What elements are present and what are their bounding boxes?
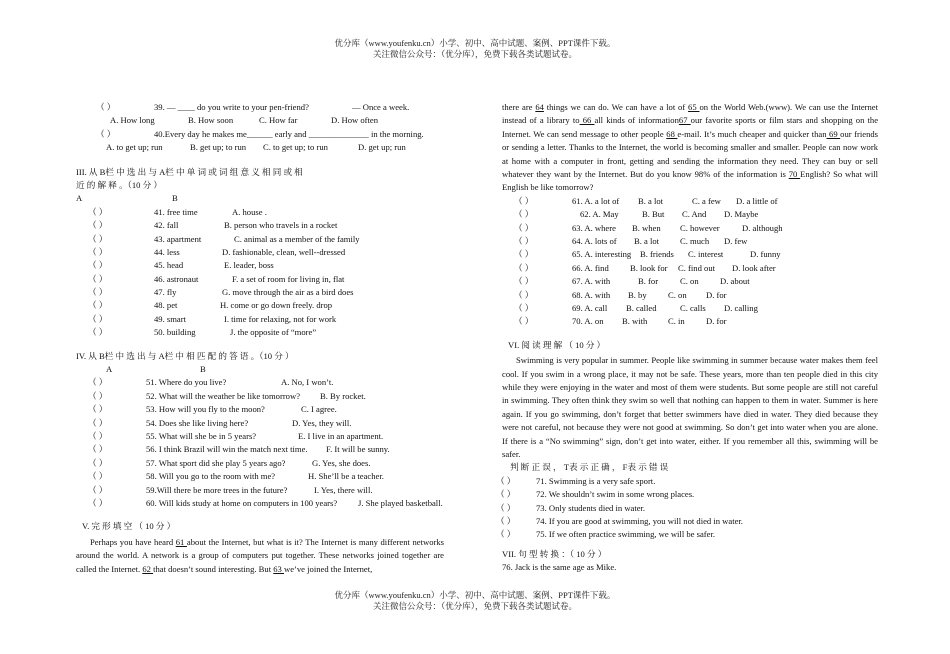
- choice-row: （ ） 63. A. where B. when C. however D. although: [514, 222, 783, 233]
- match-row: （ ） 58. Will you go to the room with me? H. She’ll be a teacher.: [88, 471, 384, 482]
- option: A. How long: [110, 115, 155, 126]
- section-3-col-headers: [76, 192, 444, 205]
- blank-64: 64: [535, 102, 544, 112]
- cloze-passage: Perhaps you have heard 61 about the Internet, but what is it? The Internet is many different networks around the world. A network is a group of computers put together. These networks joined together are called the Internet. 62 that doesn’t sound interesting. But 63 we’ve joined the Internet,: [76, 536, 445, 574]
- section-5-title: V. 完 形 填 空 （ 10 分 ）: [82, 521, 176, 532]
- cloze-passage-cont: there are 64 things we can do. We can have a lot of 65 on the World Web.(www). We can use the Internet instead of a library to 66 all kinds of information67 our favorite sports or film stars and shopping on the Internet. We can send message to other people 68 e-mail. It’s much cheaper and quicker than 69 our friends or sending a letter. Thanks to the Internet, the world is becoming smaller and smaller. People can now work at home with a computer in front, getting and sending the information they need. They can buy or sell whatever they want by the Internet. But do you know 98% of the information is 70 English? So what will English be like tomorrow?: [502, 102, 879, 193]
- true-false-instruction: 判 断 正 误 ， T表 示 正 确 ， F表 示 错 误: [510, 462, 669, 473]
- match-row: （ ） 54. Does she like living here? D. Yes, they will.: [88, 417, 352, 428]
- match-row: （ ） 44. less D. fashionable, clean, well--dressed: [88, 246, 346, 257]
- match-row: （ ） 41. free time A. house .: [88, 206, 267, 217]
- blank-61: 61: [175, 536, 187, 547]
- section-3-title-cont: 近 的 解 释 。（10 分 ）: [76, 179, 162, 190]
- option: B. How soon: [188, 115, 234, 126]
- choice-row: （ ） 68. A. with B. by C. on D. for: [514, 289, 727, 300]
- question-stem: 39. — ____ do you write to your pen-friend?: [154, 102, 309, 112]
- question-40: [76, 128, 444, 141]
- match-row: （ ） 57. What sport did she play 5 years ago? G. Yes, she does.: [88, 457, 371, 468]
- section-3-title: III. 从 B栏 中 选 出 与 A栏 中 单 词 或 词 组 意 义 相 同 或 相: [76, 166, 303, 177]
- option: C. How far: [259, 115, 298, 126]
- true-false-list: [496, 475, 878, 542]
- right-column: [496, 101, 879, 575]
- choice-row: （ ） 62. A. May B. But C. And D. Maybe: [514, 209, 759, 220]
- question-39: [76, 101, 444, 114]
- header-line-2: 关注微信公众号：（优分库），免费下载各类试题试卷。: [372, 49, 577, 59]
- match-row: （ ） 55. What will she be in 5 years? E. I live in an apartment.: [88, 430, 384, 441]
- tf-row: （ ） 73. Only students died in water.: [496, 502, 646, 513]
- match-row: （ ） 45. head E. leader, boss: [88, 260, 274, 271]
- question-stem: 40.Every day he makes me______ early and ______________ in the morning.: [154, 128, 424, 139]
- match-row: （ ） 49. smart I. time for relaxing, not for work: [88, 313, 337, 324]
- option: D. How often: [331, 115, 379, 126]
- choice-row: （ ） 67. A. with B. for C. on D. about: [514, 276, 750, 287]
- column-a-label: A: [76, 193, 83, 204]
- section-4-title: IV. 从 B栏 中 选 出 与 A栏 中 相 匹 配 的 答 语 。（10 分 ）: [76, 350, 294, 361]
- match-row: （ ） 52. What will the weather be like tomorrow? B. By rocket.: [88, 390, 366, 401]
- section-6-title: VI. 阅 读 理 解 （ 10 分 ）: [508, 339, 606, 350]
- left-column: [76, 101, 444, 576]
- match-row: （ ） 43. apartment C. animal as a member of the family: [88, 233, 360, 244]
- column-b-label: B: [172, 193, 178, 204]
- blank-65: 65: [688, 102, 700, 112]
- section-4-list: [76, 376, 444, 510]
- question-76: 76. Jack is the same age as Mike.: [502, 562, 617, 573]
- section-7-title: VII. 句 型 转 换 ：（ 10 分 ）: [502, 548, 607, 559]
- question-40-options: [76, 141, 444, 154]
- match-row: （ ） 46. astronaut F. a set of room for living in, flat: [88, 273, 345, 284]
- footer-line-1: 优分库（www.youfenku.cn）小学、初中、高中试题、案例、PPT课件下载。: [334, 590, 616, 600]
- cloze-choices: [502, 195, 878, 329]
- header-line-1: 优分库（www.youfenku.cn）小学、初中、高中试题、案例、PPT课件下载。: [334, 38, 616, 48]
- option: B. get up; to run: [190, 142, 247, 153]
- footer-line-2: 关注微信公众号：（优分库），免费下载各类试题试卷。: [372, 601, 577, 611]
- blank-66: 66: [579, 115, 595, 126]
- question-39-options: [76, 114, 444, 127]
- match-row: （ ） 47. fly G. move through the air as a bird does: [88, 287, 354, 298]
- page-header: [0, 38, 950, 60]
- choice-row: （ ） 66. A. find B. look for C. find out D. look after: [514, 262, 776, 273]
- match-row: （ ） 48. pet H. come or go down freely. drop: [88, 300, 333, 311]
- match-row: （ ） 60. Will kids study at home on computers in 100 years? J. She played basketball.: [88, 497, 443, 508]
- tf-row: （ ） 75. If we often practice swimming, we will be safer.: [496, 529, 715, 540]
- tf-row: （ ） 72. We shouldn’t swim in some wrong places.: [496, 489, 695, 500]
- blank-69: 69: [826, 128, 841, 139]
- page-footer: [0, 590, 950, 612]
- blank-70: 70: [788, 169, 801, 180]
- answer-paren[interactable]: （ ）: [96, 102, 116, 112]
- section-4-col-headers: [76, 363, 444, 376]
- choice-row: （ ） 65. A. interesting B. friends C. interest D. funny: [514, 249, 781, 260]
- match-row: （ ） 50. building J. the opposite of “more”: [88, 327, 317, 338]
- option: A. to get up; run: [106, 142, 163, 153]
- answer-paren[interactable]: （ ）: [96, 128, 116, 139]
- section-3-list: [76, 206, 444, 340]
- blank-67: 67: [678, 115, 691, 126]
- blank-63: 63: [273, 563, 284, 574]
- reading-passage: Swimming is very popular in summer. People like swimming in summer because water makes them feel cool. If you swim in a wrong place, it may not be safe. These years, more than ten people died in this city while they were enjoying in the water and most of them were students. But some people are still not careful in swimming. They often think they swim so well that nothing can happen to them in water. Summer is here again. If you go swimming, don’t forget that better swimmers have died in water. They died because they were not careful, not because they were not good at swimming. So don’t get into water when you are alone. If there is a “No swimming” sign, don’t get into water, either. If you remember all this, swimming will be safer.: [502, 355, 878, 459]
- column-a-label: A: [106, 364, 113, 375]
- column-b-label: B: [200, 364, 206, 375]
- blank-68: 68: [666, 128, 678, 139]
- match-row: （ ） 51. Where do you live? A. No, I won’t.: [88, 377, 334, 388]
- question-reply: — Once a week.: [352, 102, 410, 112]
- choice-row: （ ） 64. A. lots of B. a lot C. much D. few: [514, 236, 748, 247]
- tf-row: （ ） 71. Swimming is a very safe sport.: [496, 475, 656, 486]
- match-row: （ ） 53. How will you fly to the moon? C. I agree.: [88, 404, 337, 415]
- match-row: （ ） 56. I think Brazil will win the match next time. F. It will be sunny.: [88, 444, 390, 455]
- match-row: （ ） 59.Will there be more trees in the future? I. Yes, there will.: [88, 484, 373, 495]
- tf-row: （ ） 74. If you are good at swimming, you will not died in water.: [496, 515, 743, 526]
- choice-row: （ ） 61. A. a lot of B. a lot C. a few D. a little of: [514, 195, 778, 206]
- choice-row: （ ） 69. A. call B. called C. calls D. calling: [514, 302, 758, 313]
- option: D. get up; run: [358, 142, 406, 153]
- match-row: （ ） 42. fall B. person who travels in a rocket: [88, 220, 338, 231]
- blank-62: 62: [142, 563, 154, 574]
- choice-row: （ ） 70. A. on B. with C. in D. for: [514, 316, 727, 327]
- option: C. to get up; to run: [263, 142, 328, 153]
